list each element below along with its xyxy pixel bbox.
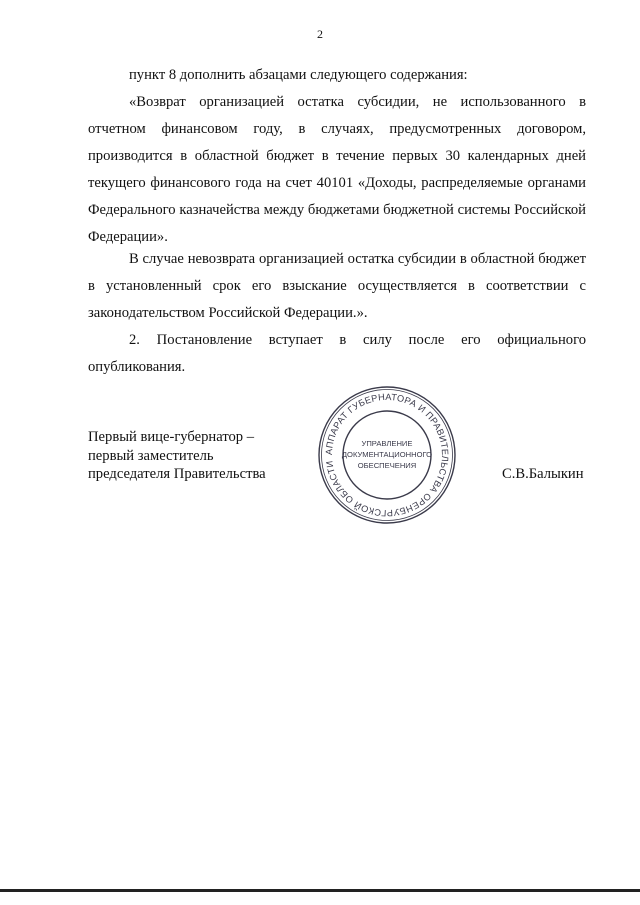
signer-title-line: Первый вице-губернатор –: [88, 429, 255, 445]
official-seal: [316, 384, 458, 526]
signer-title-line: первый заместитель: [88, 447, 214, 464]
effective-paragraph: 2. Постановление вступает в силу после его официального опубликования.: [88, 332, 586, 375]
seal-center-line: УПРАВЛЕНИЕ: [361, 439, 413, 448]
signer-title: [88, 428, 266, 484]
seal-center-line: ОБЕСПЕЧЕНИЯ: [357, 461, 417, 470]
nonreturn-paragraph: В случае невозврата организацией остатка субсидии в областной бюджет в установленный срок его взыскание осуществляется в соответствии с законодательством Российской Федерации.».: [88, 251, 586, 321]
bottom-rule: [0, 889, 640, 892]
intro-paragraph: пункт 8 дополнить абзацами следующего содержания:: [129, 67, 468, 83]
signer-title-line: председателя Правительства: [88, 466, 266, 482]
signer-name: С.В.Балыкин: [502, 466, 584, 482]
seal-ring-textpath: АППАРАТ ГУБЕРНАТОРА И ПРАВИТЕЛЬСТВА ОРЕНБУРГСКОЙ ОБЛАСТИ: [323, 391, 451, 519]
page-number: 2: [317, 27, 323, 41]
quote-paragraph: «Возврат организацией остатка субсидии, не использованного в отчетном финансовом году, в случаях, предусмотренных договором, производится в областной бюджет в течение первых 30 календарных дней текущего финансового года на счет 40101 «Доходы, распределяемые органами Федерального казначейства между бюджетами бюджетной системы Российской Федерации».: [88, 94, 586, 245]
seal-center-line: ДОКУМЕНТАЦИОННОГО: [341, 450, 433, 459]
